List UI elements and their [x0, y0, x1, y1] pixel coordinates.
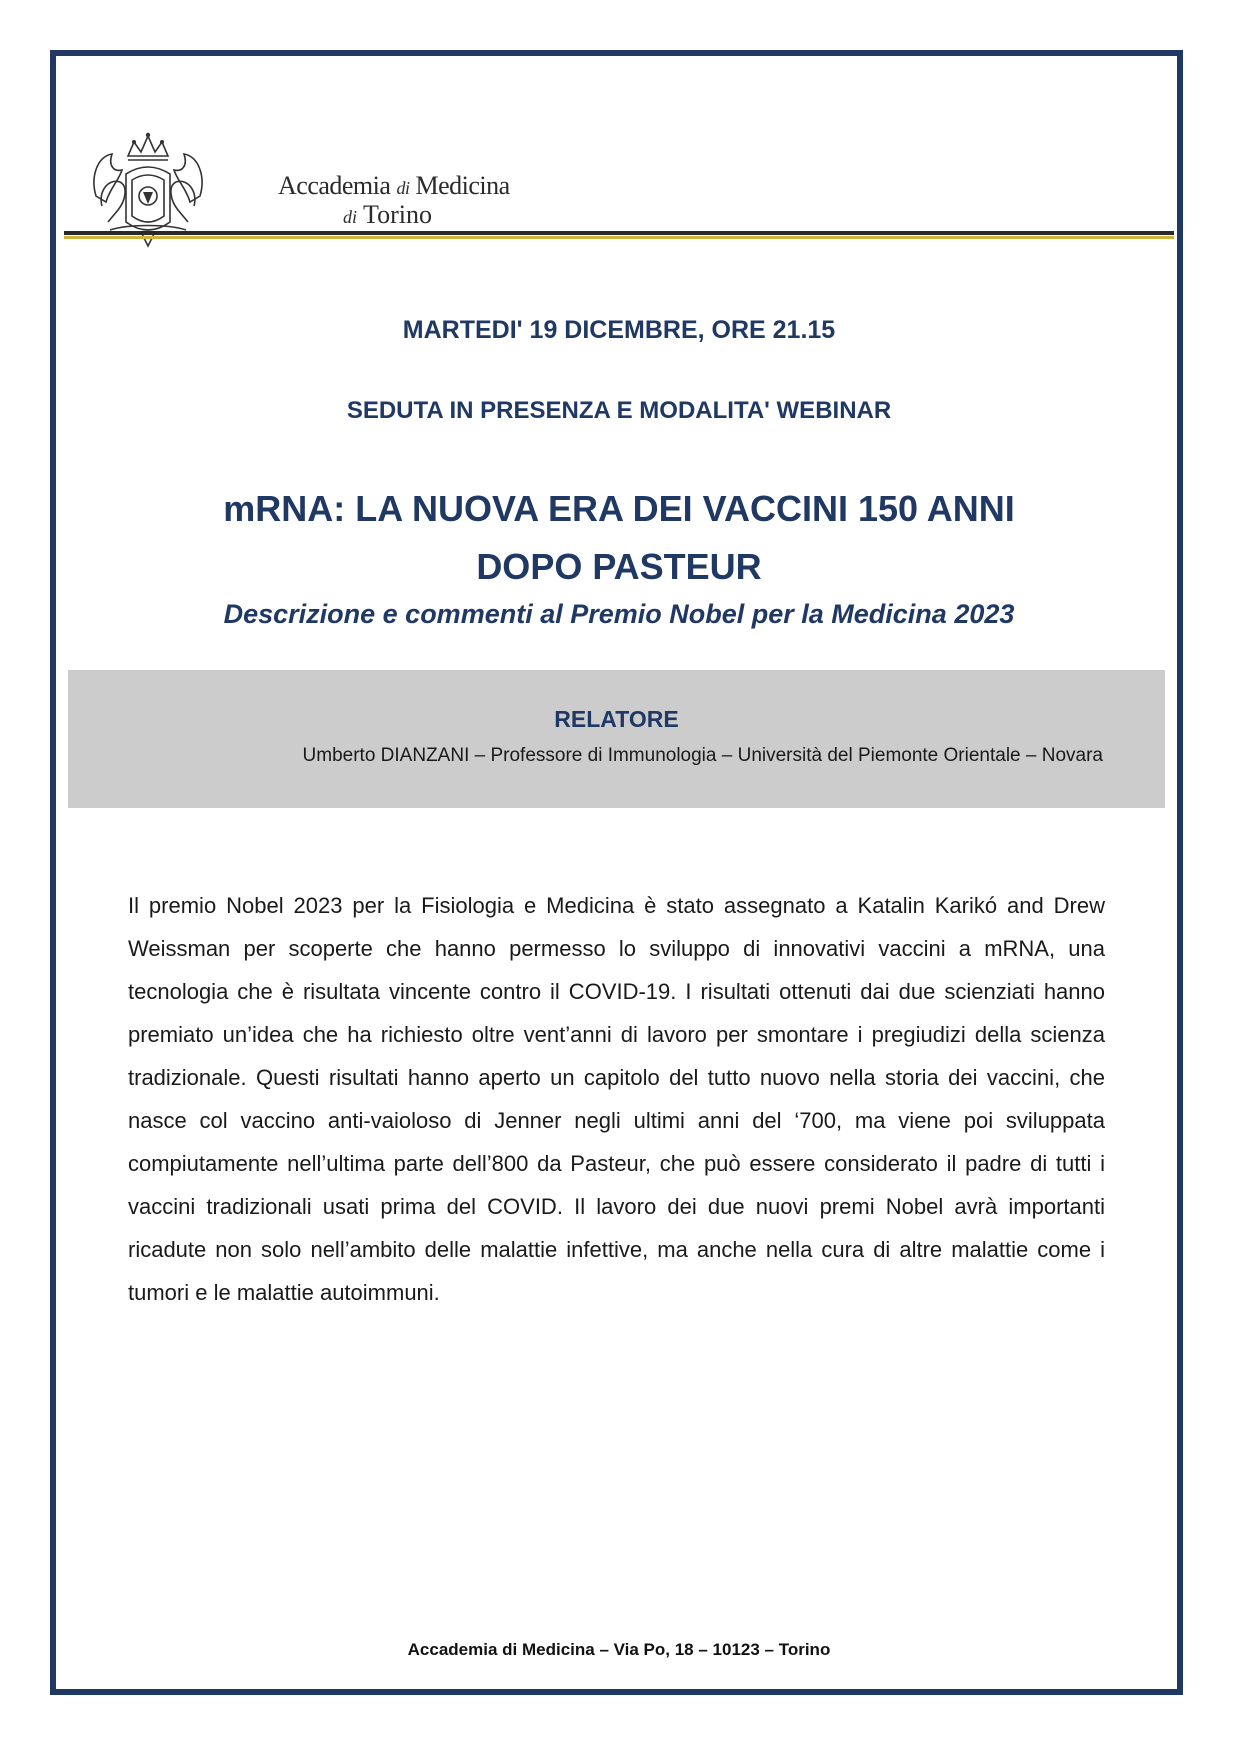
- page-border: [50, 50, 1183, 1695]
- event-title-line2: DOPO PASTEUR: [476, 546, 762, 587]
- header-rule-gold: [64, 236, 1174, 239]
- speaker-details: Umberto DIANZANI – Professore di Immunologia – Università del Piemonte Orientale – Novara: [302, 745, 1103, 766]
- event-title: [64, 480, 1174, 596]
- speaker-heading: RELATORE: [554, 706, 679, 732]
- academy-wordmark: Accademia di Medicina di Torino: [278, 171, 510, 229]
- event-title-line1: mRNA: LA NUOVA ERA DEI VACCINI 150 ANNI: [223, 488, 1015, 529]
- event-mode: SEDUTA IN PRESENZA E MODALITA' WEBINAR: [346, 397, 892, 424]
- header-rule-dark: [64, 231, 1174, 235]
- event-subtitle: Descrizione e commenti al Premio Nobel per la Medicina 2023: [223, 599, 1015, 629]
- speaker-panel: [68, 670, 1165, 808]
- footer-address: Accademia di Medicina – Via Po, 18 – 10123 – Torino: [407, 1640, 831, 1659]
- event-date: MARTEDI' 19 DICEMBRE, ORE 21.15: [402, 316, 836, 344]
- event-description: Il premio Nobel 2023 per la Fisiologia e Medicina è stato assegnato a Katalin Karikó and Drew Weissman per scoperte che hanno permesso lo sviluppo di innovativi vaccini a mRNA, una tecnologia che è risultata vincente contro il COVID-19. I risultati ottenuti dai due scienziati hanno premiato un’idea che ha richiesto oltre vent’anni di lavoro per smontare i pregiudizi della scienza tradizionale. Questi risultati hanno aperto un capitolo del tutto nuovo nella storia dei vaccini, che nasce col vaccino anti-vaioloso di Jenner negli ultimi anni del ‘700, ma viene poi sviluppata compiutamente nell’ultima parte dell’800 da Pasteur, che può essere considerato il padre di tutti i vaccini tradizionali usati prima del COVID. Il lavoro dei due nuovi premi Nobel avrà importanti ricadute non solo nell’ambito delle malattie infettive, ma anche nella cura di altre malattie come i tumori e le malattie autoimmuni.: [128, 893, 1105, 1305]
